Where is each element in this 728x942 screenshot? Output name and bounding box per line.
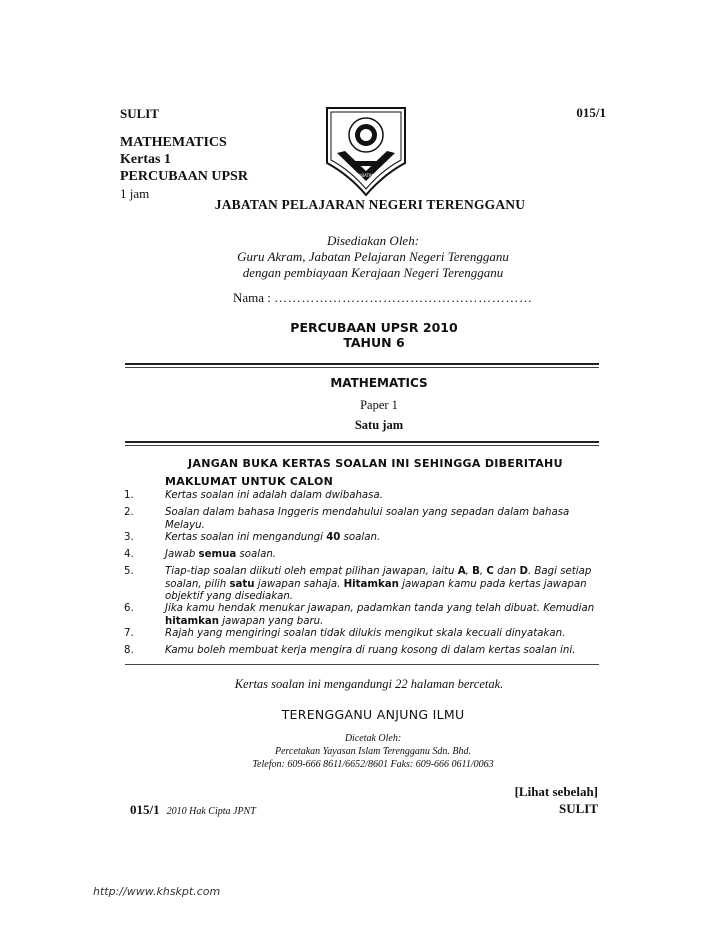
trial-year: TAHUN 6 xyxy=(343,335,405,350)
subject-title: MATHEMATICS xyxy=(120,135,227,150)
instruction-emphasis: D xyxy=(519,566,528,577)
name-blank[interactable]: ………………………………………………… xyxy=(274,290,533,305)
paper-subject: MATHEMATICS xyxy=(330,376,428,390)
instruction-text xyxy=(165,490,600,503)
instruction-fragment: dan xyxy=(493,566,520,577)
paper-number-title: Paper 1 xyxy=(360,398,398,412)
divider-top xyxy=(125,363,599,365)
instruction-text xyxy=(165,549,600,562)
paper-number: Kertas 1 xyxy=(120,152,171,167)
instruction-number: 2. xyxy=(124,507,134,518)
printer-name: Percetakan Yayasan Islam Terengganu Sdn. Bhd. xyxy=(274,746,471,757)
instruction-item xyxy=(124,507,600,532)
classification-label: SULIT xyxy=(120,106,160,121)
department-name: JABATAN PELAJARAN NEGERI TERENGGANU xyxy=(214,197,526,212)
instruction-fragment: Jika kamu hendak menukar jawapan, padamkan tanda yang telah dibuat. Kemudian xyxy=(165,603,595,614)
instruction-emphasis: hitamkan xyxy=(165,615,220,627)
divider-middle xyxy=(125,441,599,443)
footer-left xyxy=(130,802,256,818)
instruction-item xyxy=(124,490,600,503)
instruction-fragment: Jawab xyxy=(165,549,199,560)
instruction-item xyxy=(124,603,600,628)
prepared-label: Disediakan Oleh: xyxy=(326,233,420,248)
instruction-fragment: Tiap-tiap soalan diikuti oleh empat pilihan jawapan, iaitu xyxy=(165,566,458,577)
instruction-fragment: Kertas soalan ini mengandungi xyxy=(165,532,327,543)
divider-bottom xyxy=(125,664,599,665)
exam-duration: 1 jam xyxy=(120,186,150,201)
instruction-text xyxy=(165,628,600,641)
footer-right xyxy=(515,783,598,817)
instruction-text xyxy=(165,532,600,545)
instruction-number: 8. xyxy=(124,645,134,656)
instructions-title: MAKLUMAT UNTUK CALON xyxy=(165,475,334,488)
instruction-fragment: jawapan kamu pada kertas jawapan objektif yang disediakan. xyxy=(165,578,587,602)
prepared-by: Guru Akram, Jabatan Pelajaran Negeri Terengganu xyxy=(237,249,509,264)
warning-text: JANGAN BUKA KERTAS SOALAN INI SEHINGGA DIBERITAHU xyxy=(188,457,563,470)
instruction-number: 7. xyxy=(124,628,134,639)
instruction-item xyxy=(124,628,600,641)
printer-contact: Telefon: 609-666 8611/6652/8601 Faks: 609-666 0611/0063 xyxy=(252,759,494,770)
instruction-emphasis: satu xyxy=(229,578,255,590)
instruction-fragment: soalan. xyxy=(236,549,277,560)
instruction-fragment: . Bagi setiap soalan, pilih xyxy=(165,566,592,590)
instruction-fragment: , xyxy=(465,566,473,577)
instruction-emphasis: B xyxy=(472,566,480,577)
instruction-number: 6. xyxy=(124,603,134,614)
instruction-fragment: jawapan yang baru. xyxy=(219,615,324,627)
instruction-number: 1. xyxy=(124,490,134,501)
instruction-fragment: Kamu boleh membuat kerja mengira di ruang kosong di dalam kertas soalan ini. xyxy=(165,645,576,656)
pages-note: Kertas soalan ini mengandungi 22 halaman bercetak. xyxy=(234,677,504,691)
instruction-number: 4. xyxy=(124,549,134,560)
instruction-emphasis: 40 xyxy=(326,532,341,543)
paper-duration: Satu jam xyxy=(354,418,404,432)
footer-code: 015/1 xyxy=(130,802,160,817)
instruction-fragment: Soalan dalam bahasa Inggeris mendahului soalan yang sepadan dalam bahasa Melayu. xyxy=(165,507,570,531)
instruction-emphasis: Hitamkan xyxy=(343,578,399,590)
next-page-note: [Lihat sebelah] xyxy=(514,784,598,799)
name-label: Nama : xyxy=(233,290,271,305)
instruction-number: 3. xyxy=(124,532,134,543)
instruction-number: 5. xyxy=(124,566,134,577)
printer-label: Dicetak Oleh: xyxy=(344,733,402,744)
instruction-item xyxy=(124,532,600,545)
copyright-text: 2010 Hak Cipta JPNT xyxy=(166,806,256,817)
prepared-funding: dengan pembiayaan Kerajaan Negeri Terengganu xyxy=(242,265,504,280)
exam-title: PERCUBAAN UPSR xyxy=(120,169,248,184)
instruction-emphasis: semua xyxy=(198,549,237,560)
instruction-item xyxy=(124,549,600,562)
name-field[interactable] xyxy=(233,290,533,306)
paper-code: 015/1 xyxy=(576,105,606,120)
source-url-link[interactable]: http://www.khskpt.com xyxy=(93,885,221,898)
instruction-fragment: soalan. xyxy=(340,532,381,543)
instruction-emphasis: C xyxy=(486,566,494,577)
instruction-text xyxy=(165,507,600,532)
instruction-fragment: Kertas soalan ini adalah dalam dwibahasa. xyxy=(165,490,383,501)
divider-middle-thin xyxy=(125,445,599,446)
footer-classification: SULIT xyxy=(558,801,598,816)
instruction-text xyxy=(165,603,600,628)
instruction-fragment: Rajah yang mengiringi soalan tidak dilukis mengikut skala kecuali dinyatakan. xyxy=(165,628,566,639)
instruction-fragment: jawapan sahaja. xyxy=(254,578,344,590)
svg-text:JABATAN: JABATAN xyxy=(357,173,375,178)
motto: TERENGGANU ANJUNG ILMU xyxy=(281,707,465,722)
instruction-item xyxy=(124,645,600,658)
trial-title: PERCUBAAN UPSR 2010 xyxy=(290,320,458,335)
instruction-fragment: , xyxy=(479,566,487,577)
crest-logo-icon xyxy=(323,105,409,197)
instruction-item xyxy=(124,566,600,604)
instruction-text xyxy=(165,566,600,604)
instruction-text xyxy=(165,645,600,658)
divider-top-thin xyxy=(125,367,599,368)
instruction-emphasis: A xyxy=(457,566,466,577)
header-left xyxy=(120,105,248,202)
